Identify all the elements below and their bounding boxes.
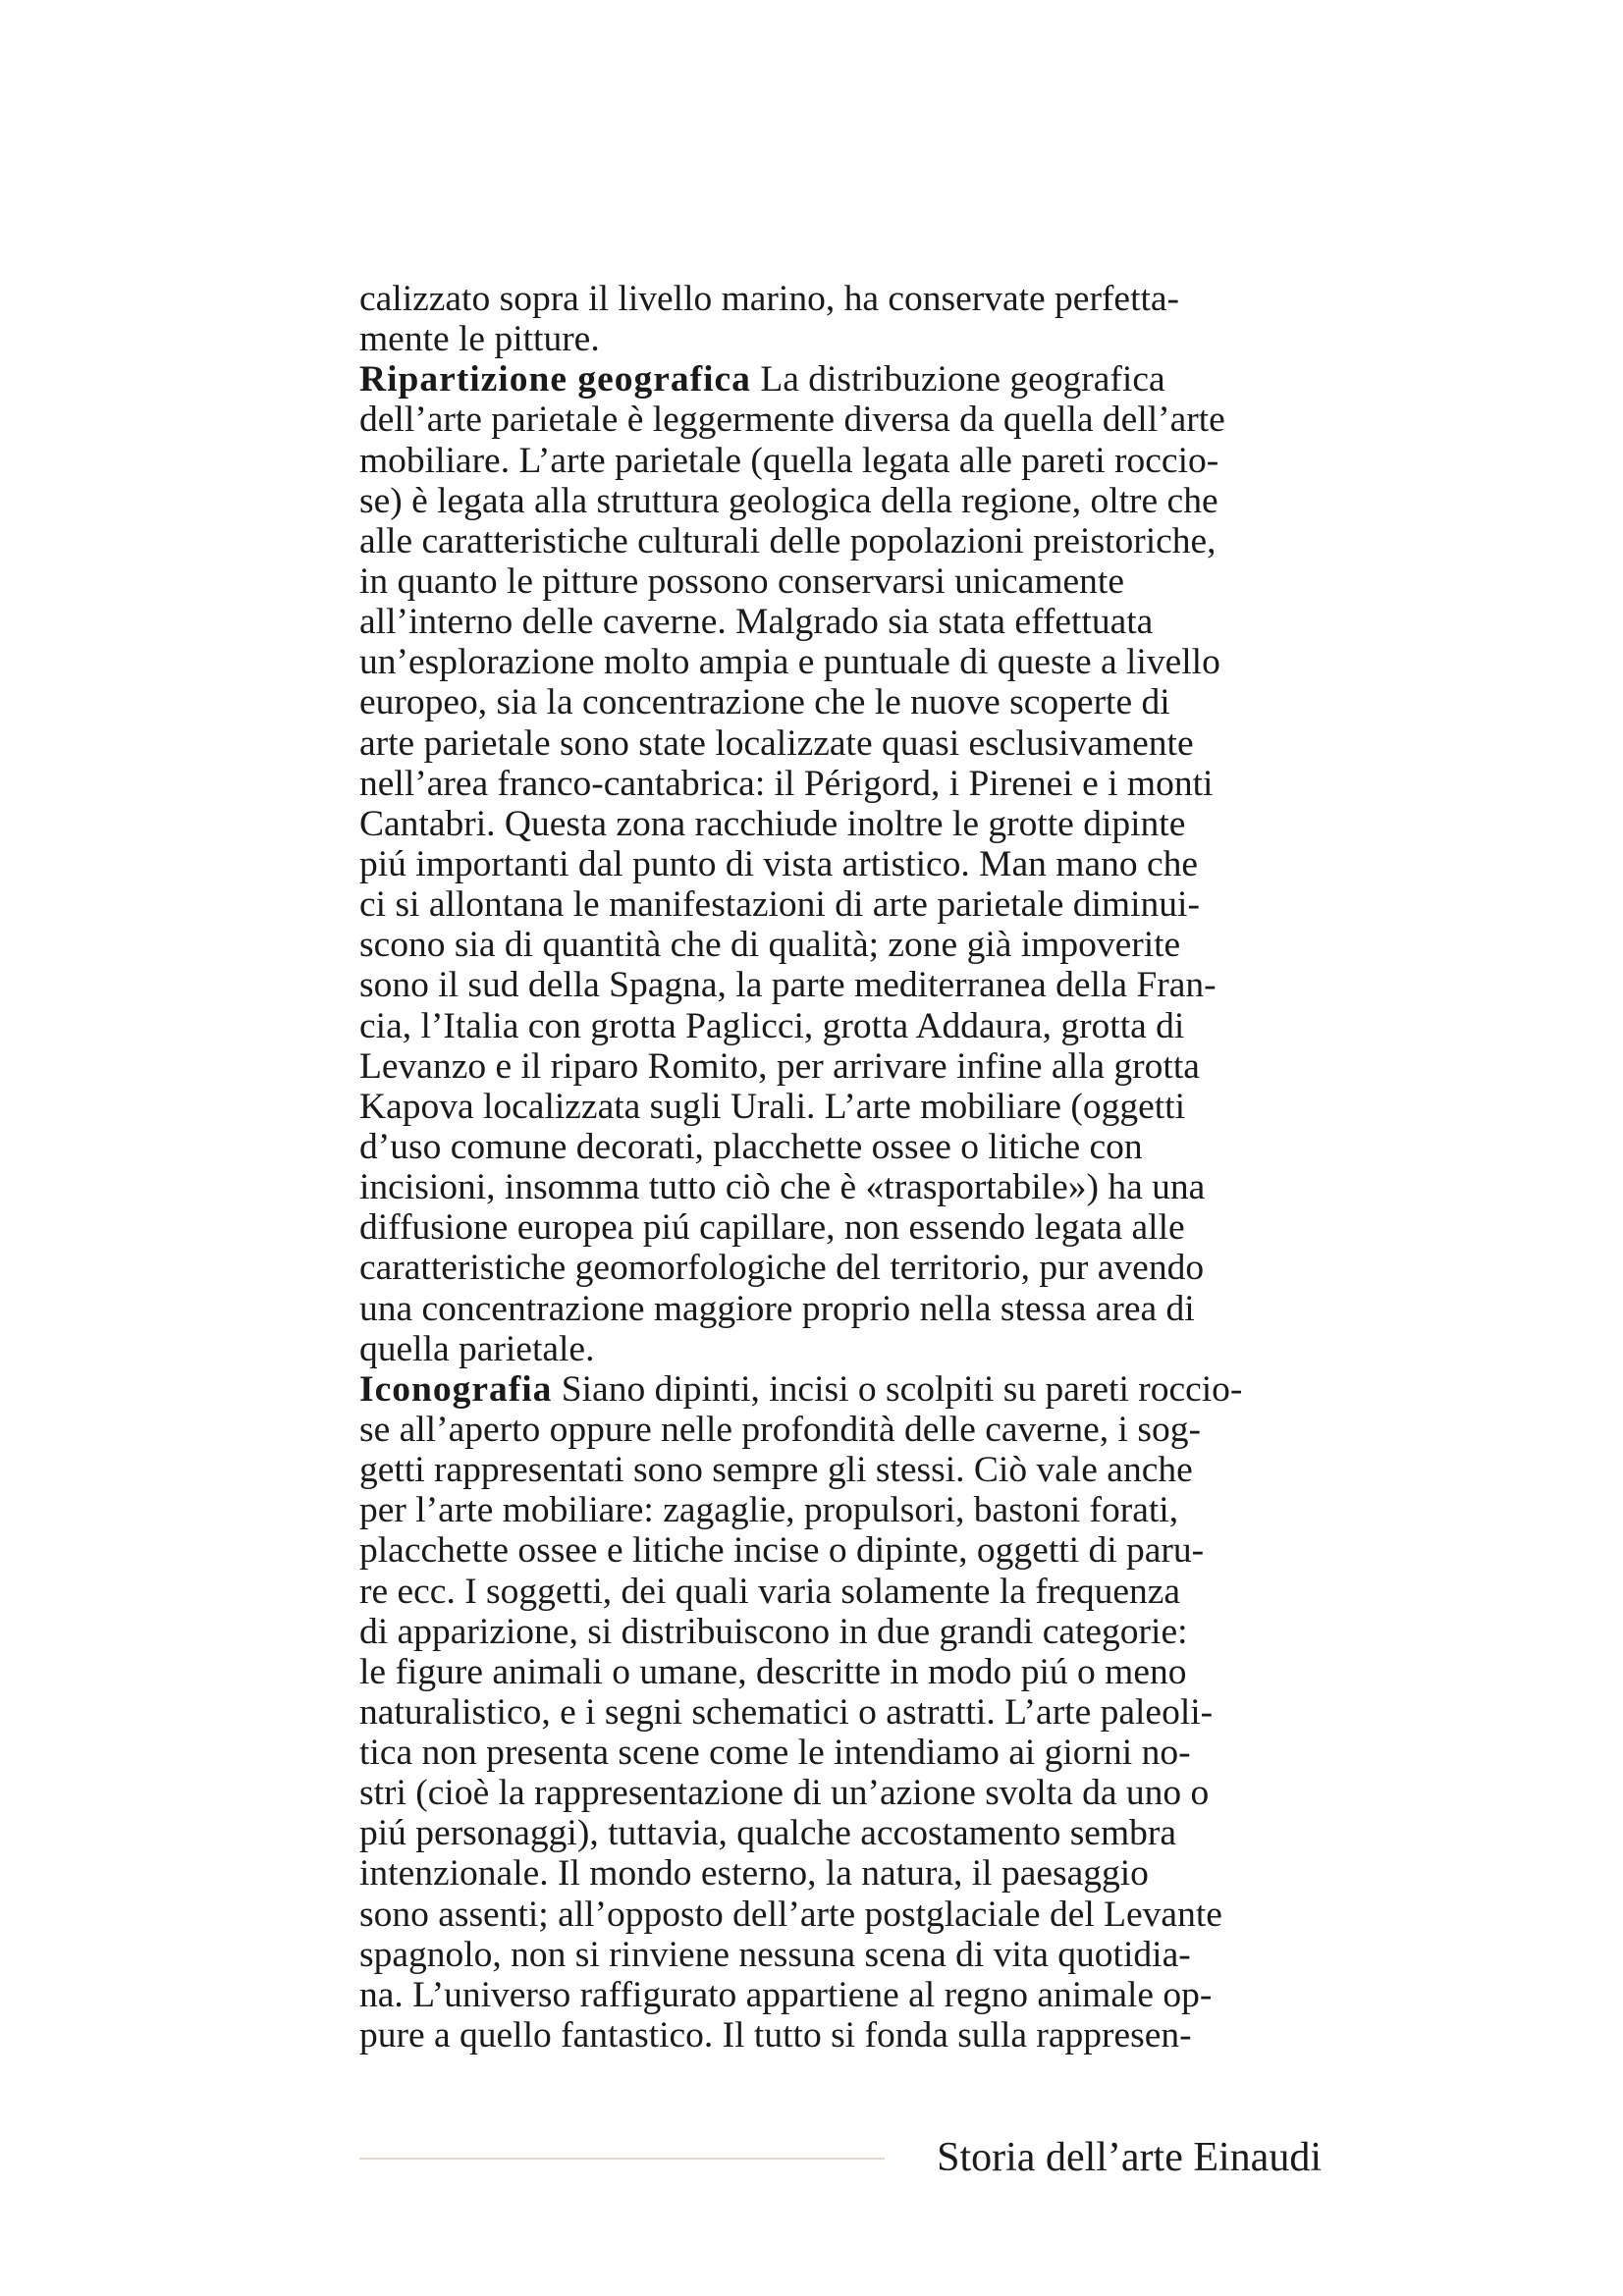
section-heading: Iconografia xyxy=(359,1368,553,1410)
text-line xyxy=(359,1733,1322,1773)
text-line xyxy=(359,1046,1322,1087)
line-text: Kapova localizzata sugli Urali. L’arte mobiliare (oggetti xyxy=(359,1086,1186,1127)
line-text: europeo, sia la concentrazione che le nuove scoperte di xyxy=(359,682,1170,723)
text-line xyxy=(359,1813,1322,1853)
text-line xyxy=(359,1975,1322,2015)
line-text: getti rappresentati sono sempre gli stessi. Ciò vale anche xyxy=(359,1450,1193,1491)
line-text: naturalistico, e i segni schematici o astratti. L’arte paleoli- xyxy=(359,1691,1214,1733)
line-text: sono il sud della Spagna, la parte mediterranea della Fran- xyxy=(359,965,1217,1006)
text-line xyxy=(359,804,1322,844)
line-text: all’interno delle caverne. Malgrado sia stata effettuata xyxy=(359,602,1154,643)
text-line xyxy=(359,1530,1322,1571)
page-body xyxy=(359,279,1322,2056)
section-heading: Ripartizione geografica xyxy=(359,359,751,400)
text-line xyxy=(359,1450,1322,1490)
text-line xyxy=(359,884,1322,925)
line-text: tica non presenta scene come le intendiamo ai giorni no- xyxy=(359,1733,1191,1774)
line-text: scono sia di quantità che di qualità; zone già impoverite xyxy=(359,925,1181,966)
line-text: un’esplorazione molto ampia e puntuale di queste a livello xyxy=(359,642,1220,683)
text-line xyxy=(359,844,1322,884)
line-text: se) è legata alla struttura geologica della regione, oltre che xyxy=(359,480,1218,521)
line-text: quella parietale. xyxy=(359,1328,595,1369)
text-line xyxy=(359,1895,1322,1935)
text-line xyxy=(359,1207,1322,1248)
text-line xyxy=(359,1248,1322,1288)
section-first-line xyxy=(359,1369,1322,1410)
line-text: se all’aperto oppure nelle profondità delle caverne, i sog- xyxy=(359,1409,1201,1450)
line-text: pure a quello fantastico. Il tutto si fonda sulla rappresen- xyxy=(359,2015,1192,2056)
text-line xyxy=(359,764,1322,804)
line-text: piú personaggi), tuttavia, qualche accostamento sembra xyxy=(359,1813,1176,1854)
line-text: le figure animali o umane, descritte in modo piú o meno xyxy=(359,1651,1187,1692)
line-text: caratteristiche geomorfologiche del territorio, pur avendo xyxy=(359,1248,1205,1289)
text-line xyxy=(359,1572,1322,1612)
line-text: incisioni, insomma tutto ciò che è «trasportabile») ha una xyxy=(359,1167,1206,1208)
text-line xyxy=(359,642,1322,682)
page-footer xyxy=(359,2128,1322,2187)
line-text: diffusione europea piú capillare, non essendo legata alle xyxy=(359,1207,1185,1249)
line-text: placchette ossee e litiche incise o dipinte, oggetti di paru- xyxy=(359,1530,1205,1572)
line-text: dell’arte parietale è leggermente diversa da quella dell’arte xyxy=(359,400,1225,441)
text-line xyxy=(359,965,1322,1005)
text-line xyxy=(359,2015,1322,2056)
text-line xyxy=(359,521,1322,561)
text-line xyxy=(359,400,1322,440)
line-text: Siano dipinti, incisi o scolpiti su pareti roccio- xyxy=(552,1368,1243,1410)
text-line xyxy=(359,723,1322,764)
footer-divider xyxy=(359,2158,885,2160)
line-text: spagnolo, non si rinviene nessuna scena di vita quotidia- xyxy=(359,1934,1191,1975)
footer-book-title: Storia dell’arte Einaudi xyxy=(937,2135,1322,2180)
line-text: una concentrazione maggiore proprio nella stessa area di xyxy=(359,1288,1195,1329)
text-line xyxy=(359,1612,1322,1652)
text-line xyxy=(359,1692,1322,1733)
section-first-line xyxy=(359,359,1322,400)
text-line xyxy=(359,1490,1322,1530)
text-line xyxy=(359,1410,1322,1450)
line-text: Cantabri. Questa zona racchiude inoltre le grotte dipinte xyxy=(359,803,1186,844)
line-text: Levanzo e il riparo Romito, per arrivare infine alla grotta xyxy=(359,1045,1200,1087)
text-line xyxy=(359,279,1322,319)
text-line xyxy=(359,1773,1322,1813)
text-line xyxy=(359,1329,1322,1369)
line-text: na. L’universo raffigurato appartiene al regno animale op- xyxy=(359,1974,1213,2015)
text-line xyxy=(359,1935,1322,1975)
line-text: stri (cioè la rappresentazione di un’azione svolta da uno o xyxy=(359,1773,1210,1814)
line-text: d’uso comune decorati, placchette ossee o litiche con xyxy=(359,1126,1143,1167)
line-text: calizzato sopra il livello marino, ha conservate perfetta- xyxy=(359,279,1180,319)
text-line xyxy=(359,602,1322,642)
line-text: piú importanti dal punto di vista artistico. Man mano che xyxy=(359,843,1199,884)
text-line xyxy=(359,561,1322,602)
line-text: cia, l’Italia con grotta Paglicci, grotta Addaura, grotta di xyxy=(359,1005,1185,1046)
text-line xyxy=(359,1853,1322,1894)
line-text: ci si allontana le manifestazioni di arte parietale diminui- xyxy=(359,884,1200,926)
line-text: nell’area franco-cantabrica: il Périgord, i Pirenei e i monti xyxy=(359,763,1214,804)
text-line xyxy=(359,1127,1322,1167)
text-line xyxy=(359,481,1322,521)
line-text: intenzionale. Il mondo esterno, la natura, il paesaggio xyxy=(359,1853,1149,1895)
line-text: sono assenti; all’opposto dell’arte postglaciale del Levante xyxy=(359,1894,1222,1935)
line-text: mente le pitture. xyxy=(359,319,600,360)
text-line xyxy=(359,1652,1322,1692)
line-text: alle caratteristiche culturali delle popolazioni preistoriche, xyxy=(359,520,1217,561)
line-text: re ecc. I soggetti, dei quali varia solamente la frequenza xyxy=(359,1571,1181,1612)
line-text: per l’arte mobiliare: zagaglie, propulsori, bastoni forati, xyxy=(359,1490,1179,1531)
line-text: di apparizione, si distribuiscono in due grandi categorie: xyxy=(359,1611,1188,1652)
text-line xyxy=(359,1087,1322,1127)
text-line xyxy=(359,441,1322,481)
line-text: mobiliare. L’arte parietale (quella legata alle pareti roccio- xyxy=(359,440,1219,481)
text-line xyxy=(359,1167,1322,1207)
text-line xyxy=(359,1006,1322,1046)
line-text: La distribuzione geografica xyxy=(750,359,1165,400)
text-line xyxy=(359,925,1322,965)
line-text: in quanto le pitture possono conservarsi unicamente xyxy=(359,561,1124,602)
line-text: arte parietale sono state localizzate quasi esclusivamente xyxy=(359,722,1194,764)
text-line xyxy=(359,1289,1322,1329)
text-line xyxy=(359,319,1322,359)
text-line xyxy=(359,682,1322,722)
